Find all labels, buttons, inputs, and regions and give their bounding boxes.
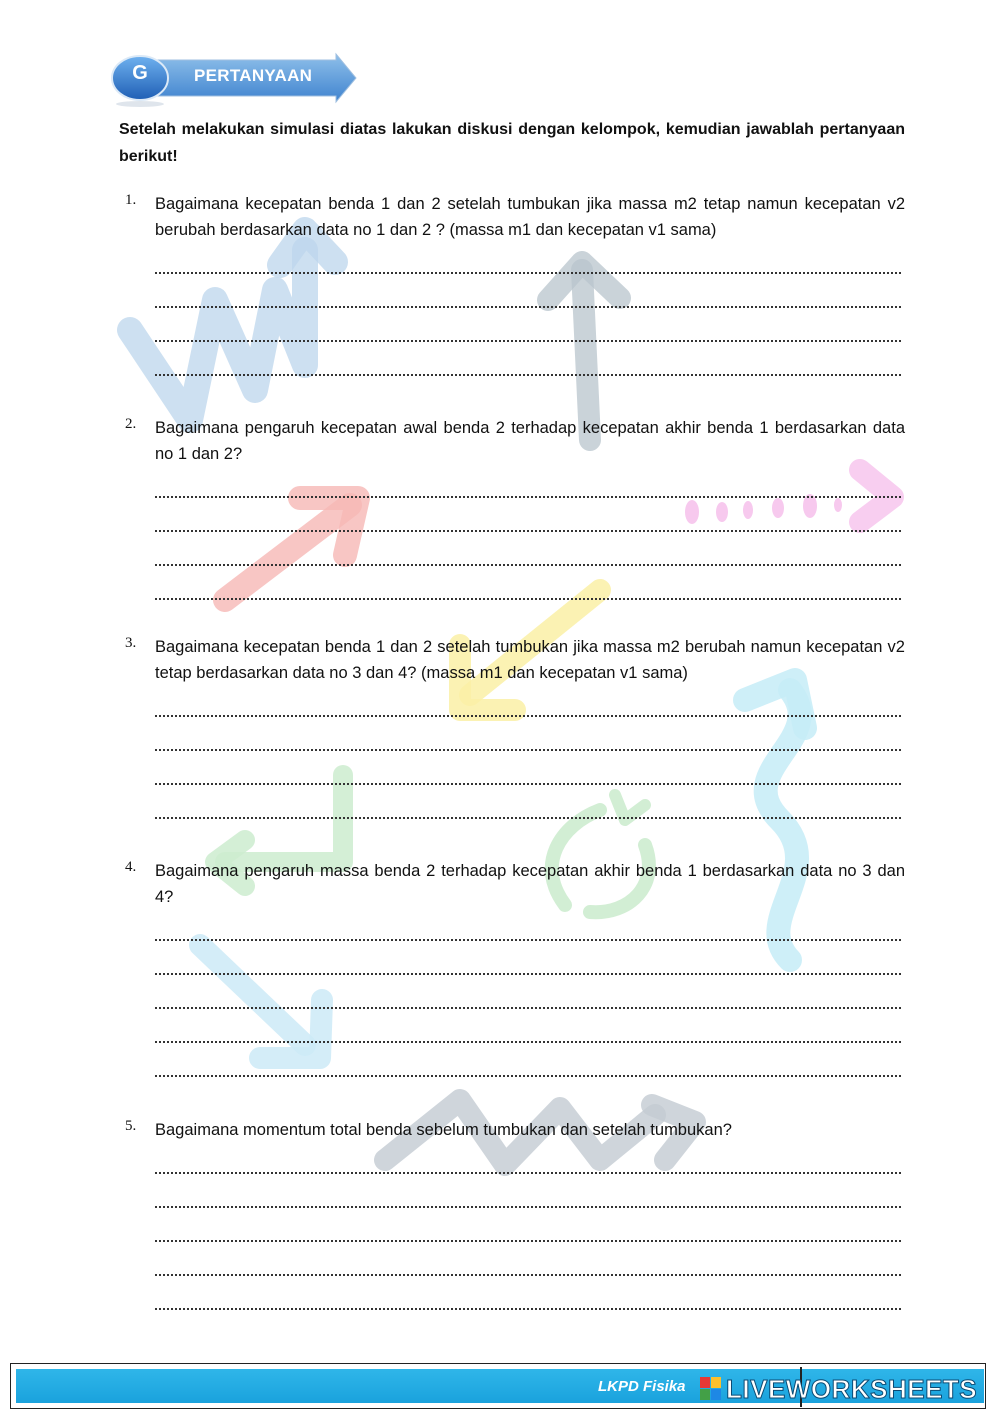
- answer-line[interactable]: [155, 572, 905, 606]
- answer-line[interactable]: [155, 1015, 905, 1049]
- question-text: Bagaimana kecepatan benda 1 dan 2 setelah tumbukan jika massa m2 berubah namun kecepatan v2 tetap berdasarkan data no 3 dan 4? (massa m1 dan kecepatan v1 sama): [155, 638, 905, 682]
- answer-line[interactable]: [155, 947, 905, 981]
- answer-line[interactable]: [155, 246, 905, 280]
- question-5: [119, 1117, 905, 1316]
- question-number: 2.: [125, 416, 137, 432]
- answer-lines: [155, 246, 905, 382]
- answer-lines: [155, 689, 905, 825]
- answer-line[interactable]: [155, 314, 905, 348]
- answer-lines: [155, 470, 905, 606]
- answer-line[interactable]: [155, 280, 905, 314]
- answer-line[interactable]: [155, 348, 905, 382]
- answer-line[interactable]: [155, 791, 905, 825]
- question-number: 3.: [125, 635, 137, 651]
- question-text: Bagaimana pengaruh massa benda 2 terhadap kecepatan akhir benda 1 berdasarkan data no 3 dan 4?: [155, 862, 905, 906]
- question-number: 1.: [125, 192, 137, 208]
- section-title: PERTANYAAN: [194, 66, 313, 85]
- answer-line[interactable]: [155, 504, 905, 538]
- answer-lines: [155, 1146, 905, 1316]
- answer-line[interactable]: [155, 538, 905, 572]
- section-header: [108, 52, 358, 108]
- answer-line[interactable]: [155, 1214, 905, 1248]
- footer-label: LKPD Fisika: [598, 1378, 686, 1395]
- answer-line[interactable]: [155, 470, 905, 504]
- watermark-text: LIVEWORKSHEETS: [726, 1374, 978, 1404]
- section-letter: G: [132, 62, 148, 84]
- answer-line[interactable]: [155, 1146, 905, 1180]
- instruction-text: Setelah melakukan simulasi diatas lakukan diskusi dengan kelompok, kemudian jawablah pertanyaan berikut!: [119, 121, 905, 165]
- question-text: Bagaimana momentum total benda sebelum tumbukan dan setelah tumbukan?: [155, 1121, 732, 1139]
- answer-line[interactable]: [155, 1180, 905, 1214]
- question-2: [119, 415, 905, 606]
- answer-line[interactable]: [155, 723, 905, 757]
- question-text: Bagaimana kecepatan benda 1 dan 2 setelah tumbukan jika massa m2 tetap namun kecepatan v2 berubah berdasarkan data no 1 dan 2 ? (massa m1 dan kecepatan v1 sama): [155, 195, 905, 239]
- question-number: 4.: [125, 859, 137, 875]
- question-text: Bagaimana pengaruh kecepatan awal benda 2 terhadap kecepatan akhir benda 1 berdasarkan data no 1 dan 2?: [155, 419, 905, 463]
- answer-line[interactable]: [155, 757, 905, 791]
- answer-lines: [155, 913, 905, 1083]
- question-3: [119, 634, 905, 825]
- answer-line[interactable]: [155, 981, 905, 1015]
- question-1: [119, 191, 905, 382]
- liveworksheets-logo-icon: [700, 1377, 722, 1401]
- answer-line[interactable]: [155, 1049, 905, 1083]
- answer-line[interactable]: [155, 1282, 905, 1316]
- answer-line[interactable]: [155, 1248, 905, 1282]
- question-number: 5.: [125, 1118, 137, 1134]
- question-4: [119, 858, 905, 1083]
- answer-line[interactable]: [155, 689, 905, 723]
- answer-line[interactable]: [155, 913, 905, 947]
